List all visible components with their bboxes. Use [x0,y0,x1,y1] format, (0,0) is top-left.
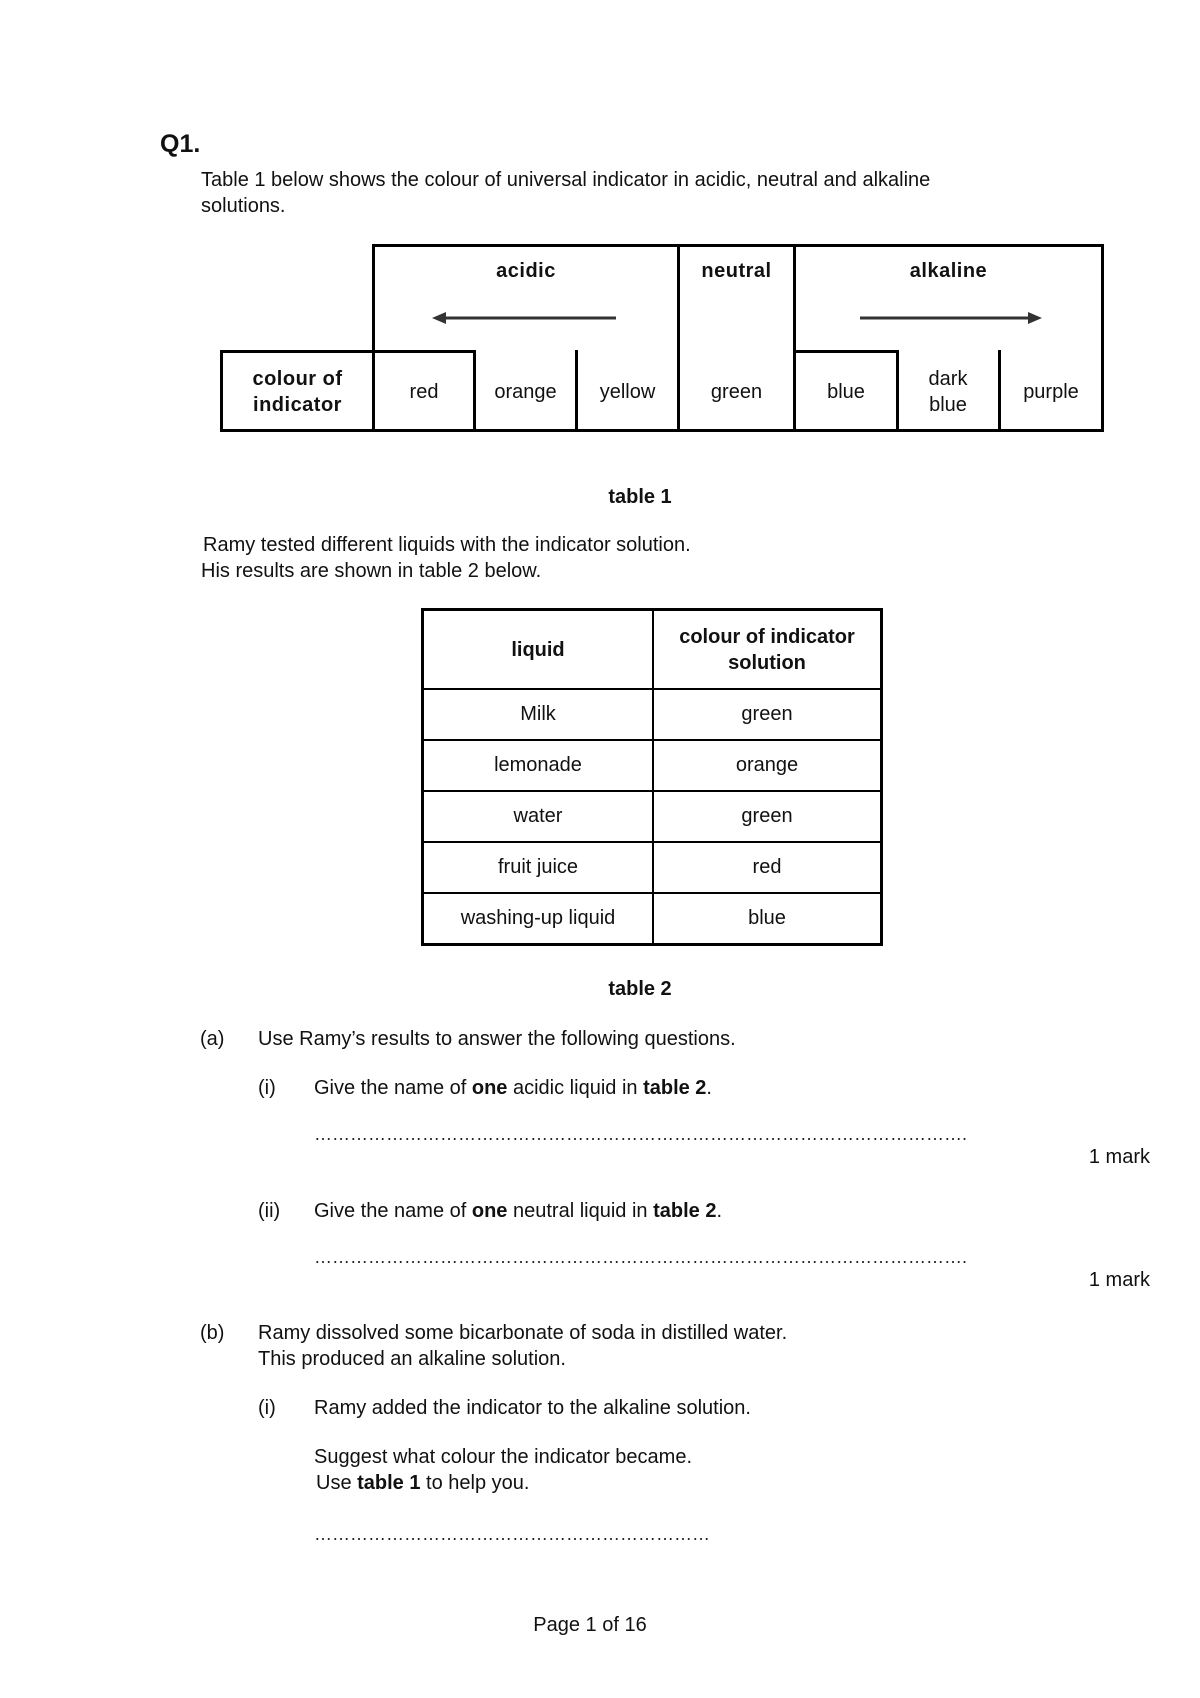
question-number: Q1. [160,130,201,158]
colour-cell: green [710,381,763,403]
liquid-cell: fruit juice [423,842,654,893]
header-acidic: acidic [496,260,556,282]
colour-cell: green [653,689,882,740]
table-row [423,791,882,842]
intro-line-2: solutions. [201,195,286,217]
colour-cell: red [409,381,439,403]
part-b-i-label: (i) [258,1397,276,1419]
liquid-cell: Milk [423,689,654,740]
liquid-cell: lemonade [423,740,654,791]
table-row [423,740,882,791]
table-row [423,842,882,893]
liquid-cell: washing-up liquid [423,893,654,945]
part-b-i-text: Ramy added the indicator to the alkaline solution. [314,1397,751,1419]
part-b-line-2: This produced an alkaline solution. [258,1348,566,1370]
colour-cell: orange [653,740,882,791]
answer-line-a-ii[interactable]: ………………………………………………………………………………………………. [314,1247,968,1267]
part-a-i-question: Give the name of one acidic liquid in table 2. [314,1077,712,1099]
table-row [423,689,882,740]
intro-line-1: Table 1 below shows the colour of universal indicator in acidic, neutral and alkaline [201,169,931,191]
colour-cell: red [653,842,882,893]
right-arrow-icon [856,308,1046,328]
left-arrow-icon [430,308,620,328]
colour-cell: blue [653,893,882,945]
colour-cell: green [653,791,882,842]
row-label-colour-of-indicator: colour of indicator [252,368,343,416]
header-alkaline: alkaline [909,260,988,282]
colour-cell: dark blue [928,368,968,416]
part-b-line-1: Ramy dissolved some bicarbonate of soda in distilled water. [258,1322,788,1344]
part-a-label: (a) [200,1028,225,1050]
colour-cell: purple [1023,381,1079,403]
colour-cell: orange [494,381,557,403]
mark-a-i: 1 mark [1088,1146,1150,1168]
part-b-label: (b) [200,1322,225,1344]
part-a-i-label: (i) [258,1077,276,1099]
page-number: Page 1 of 16 [533,1614,647,1636]
liquid-cell: water [423,791,654,842]
part-a-ii-question: Give the name of one neutral liquid in table 2. [314,1200,723,1222]
between-line-2: His results are shown in table 2 below. [201,560,542,582]
table-1-caption: table 1 [608,486,672,508]
colour-cell: blue [827,381,865,403]
between-line-1: Ramy tested different liquids with the indicator solution. [203,534,691,556]
header-liquid: liquid [423,610,654,690]
answer-line-a-i[interactable]: ………………………………………………………………………………………………. [314,1124,968,1144]
part-b-i-use-table: Use table 1 to help you. [316,1472,530,1494]
header-colour-of-indicator-solution: colour of indicator solution [653,610,882,690]
part-b-i-suggest: Suggest what colour the indicator became. [314,1446,692,1468]
table-row [423,893,882,945]
part-a-text: Use Ramy’s results to answer the following questions. [258,1028,736,1050]
table-2 [421,608,883,946]
part-a-ii-label: (ii) [258,1200,281,1222]
table-2-caption: table 2 [608,978,672,1000]
colour-cell: yellow [599,381,656,403]
mark-a-ii: 1 mark [1088,1269,1150,1291]
header-neutral: neutral [701,260,772,282]
answer-line-b-i[interactable]: ………………………………………………………… [314,1524,710,1544]
